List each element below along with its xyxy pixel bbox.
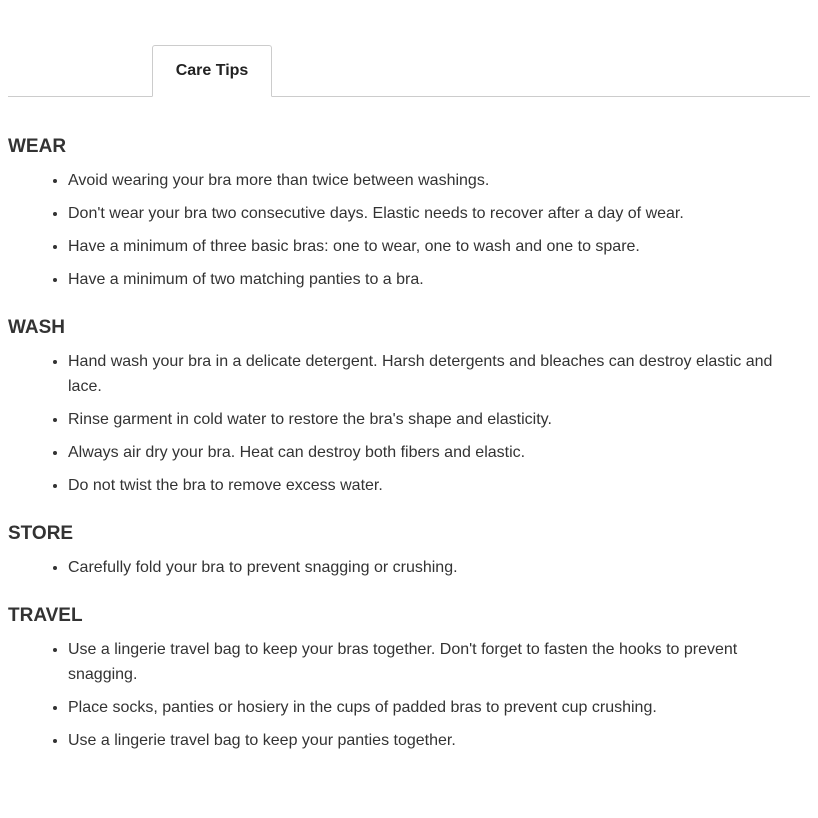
section-heading-store: STORE xyxy=(8,523,74,544)
list-item: • Do not twist the bra to remove excess water. xyxy=(68,473,810,498)
section-wash xyxy=(8,316,810,498)
list-item: • Avoid wearing your bra more than twice between washings. xyxy=(68,168,810,193)
wear-tips-list xyxy=(8,168,810,292)
store-tips-list xyxy=(8,555,810,580)
list-item: • Don't wear your bra two consecutive days. Elastic needs to recover after a day of wear. xyxy=(68,201,810,226)
section-wear xyxy=(8,135,810,292)
list-item: • Use a lingerie travel bag to keep your panties together. xyxy=(68,728,810,753)
tab-care-tips[interactable]: Care Tips xyxy=(152,45,272,97)
section-heading-wash: WASH xyxy=(8,317,65,338)
list-item: • Carefully fold your bra to prevent snagging or crushing. xyxy=(68,555,810,580)
travel-tips-list xyxy=(8,637,810,753)
list-item: • Always air dry your bra. Heat can destroy both fibers and elastic. xyxy=(68,440,810,465)
list-item: • Rinse garment in cold water to restore the bra's shape and elasticity. xyxy=(68,407,810,432)
wash-tips-list xyxy=(8,349,810,498)
tab-bar xyxy=(8,8,810,97)
list-item: • Have a minimum of two matching panties to a bra. xyxy=(68,267,810,292)
section-heading-wear: WEAR xyxy=(8,136,67,157)
care-tips-panel xyxy=(8,97,810,753)
list-item: • Hand wash your bra in a delicate detergent. Harsh detergents and bleaches can destroy elastic and lace. xyxy=(68,349,810,399)
section-travel xyxy=(8,604,810,753)
list-item: • Have a minimum of three basic bras: one to wear, one to wash and one to spare. xyxy=(68,234,810,259)
list-item: • Use a lingerie travel bag to keep your bras together. Don't forget to fasten the hooks to prevent snagging. xyxy=(68,637,810,687)
list-item: • Place socks, panties or hosiery in the cups of padded bras to prevent cup crushing. xyxy=(68,695,810,720)
section-store xyxy=(8,522,810,580)
section-heading-travel: TRAVEL xyxy=(8,605,83,626)
